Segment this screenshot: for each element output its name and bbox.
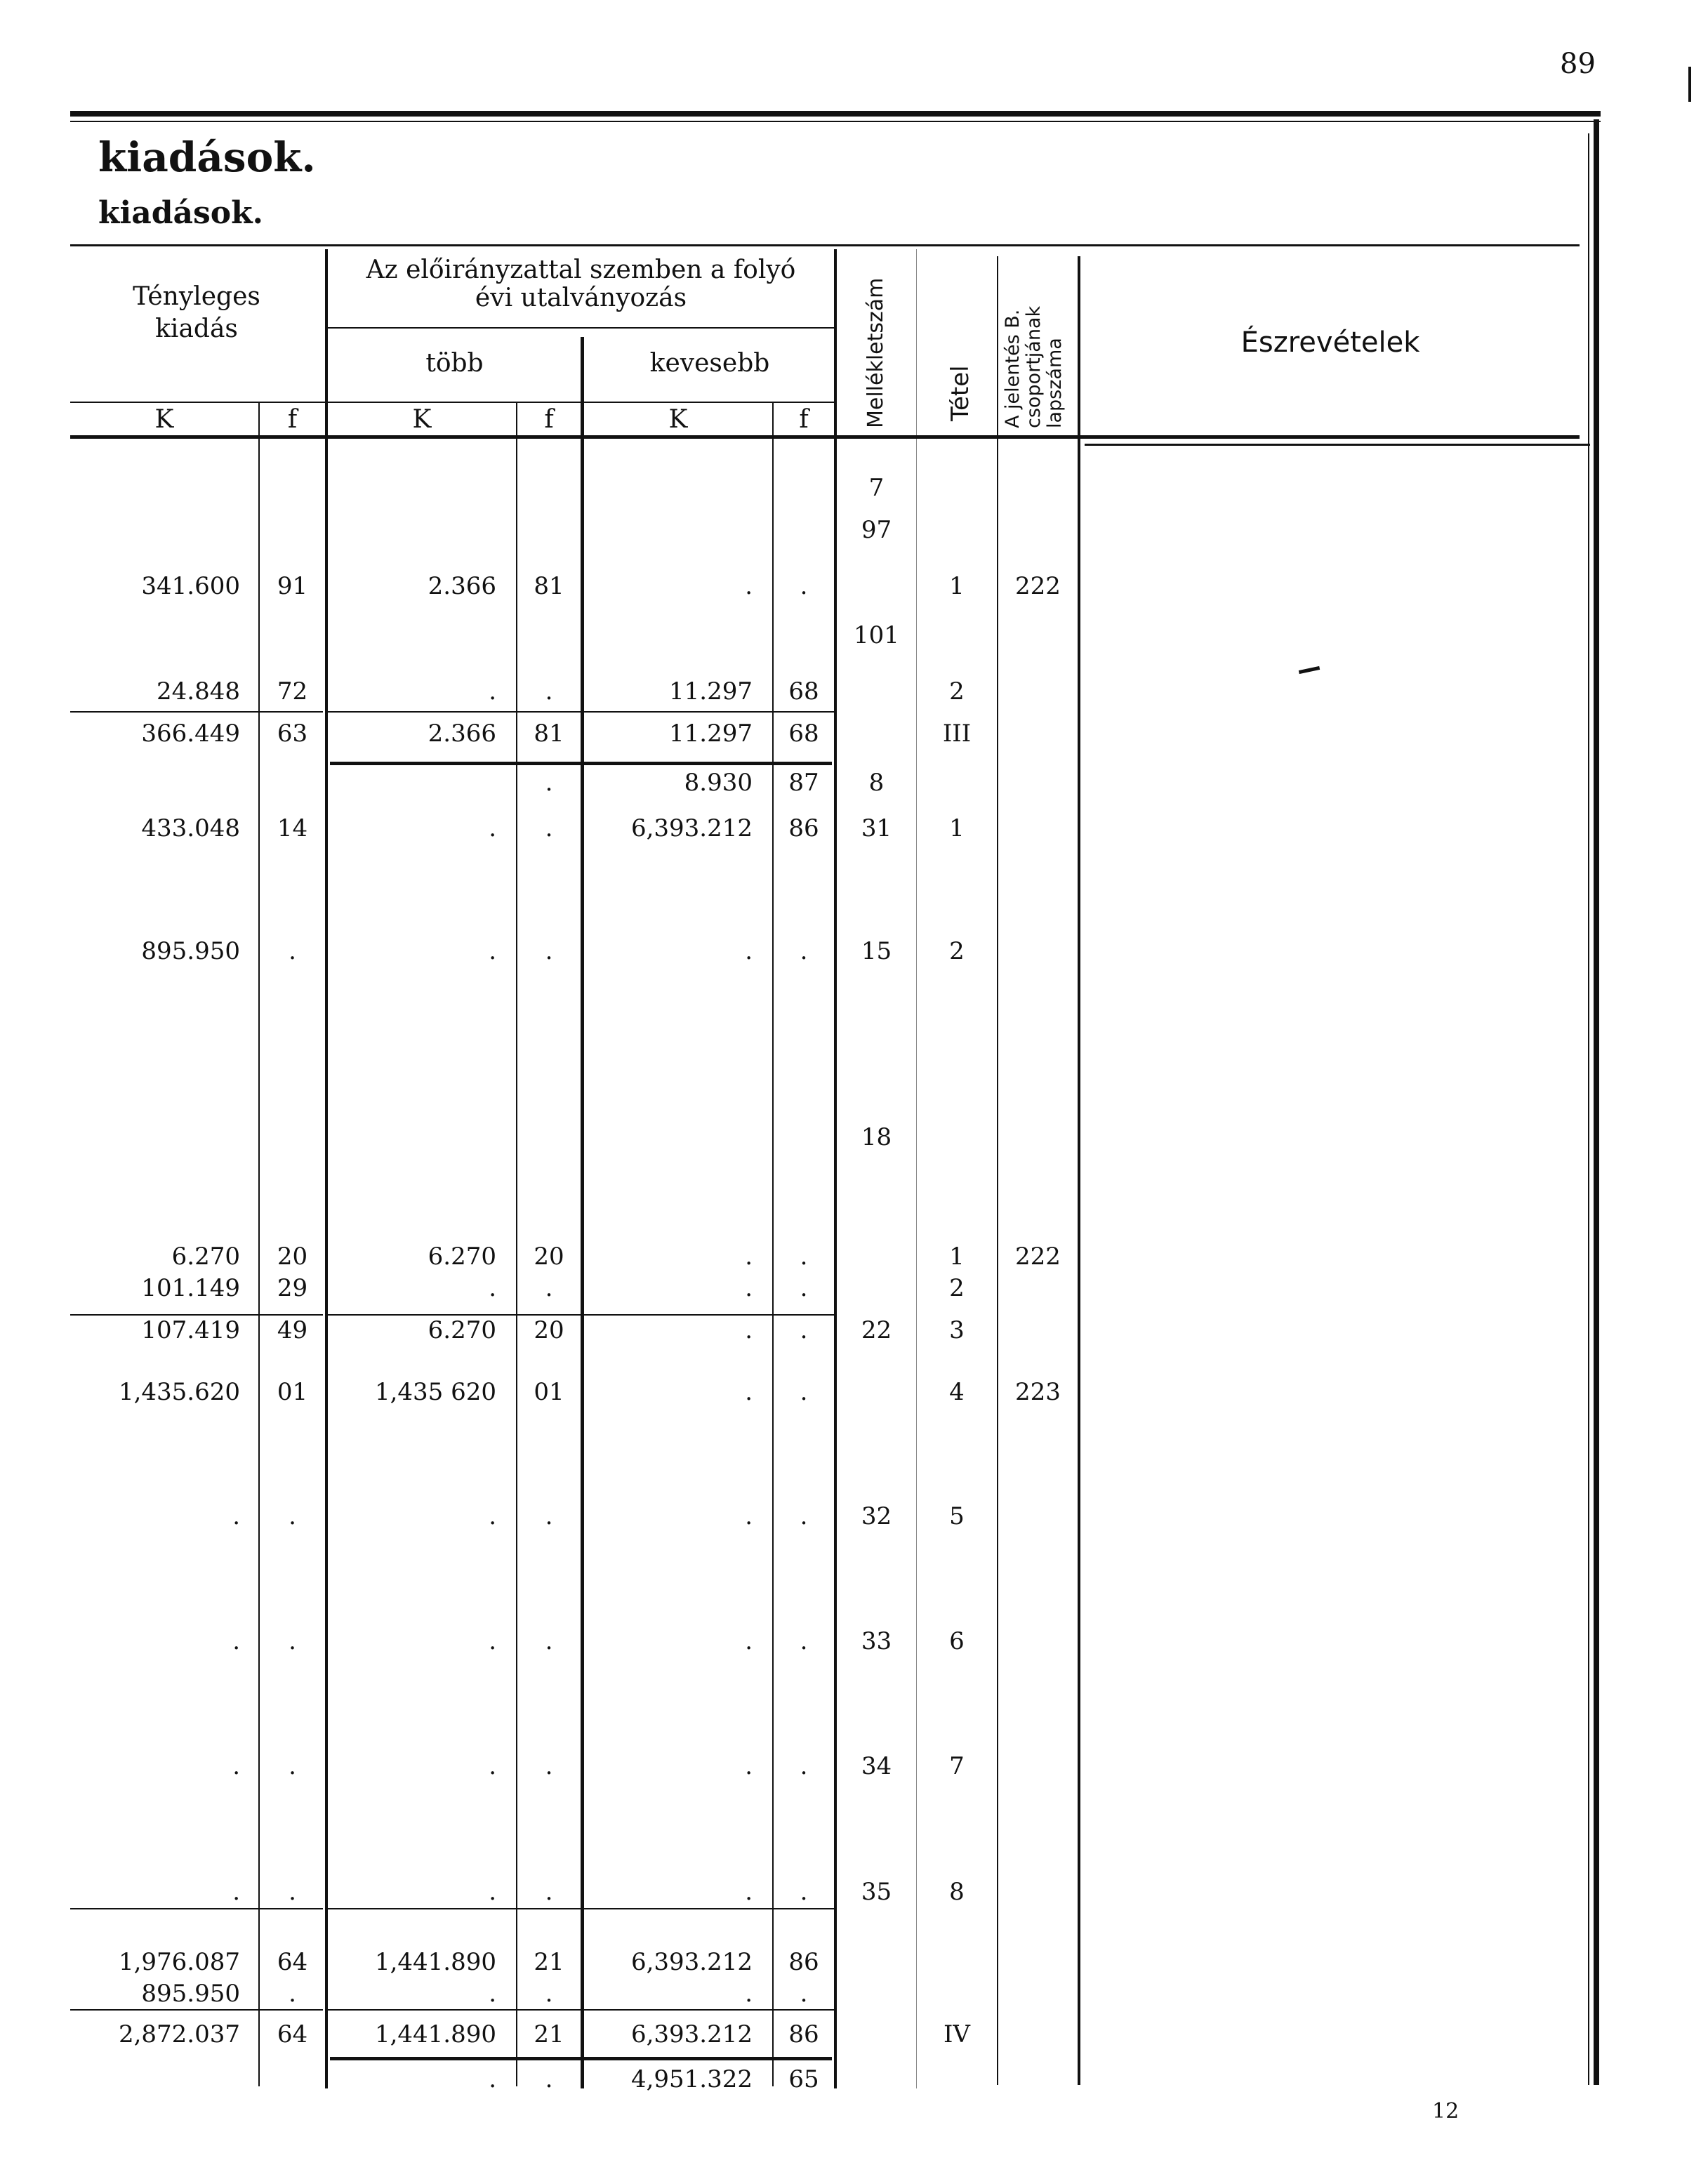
table-cell-tk: 1,435.620 <box>118 1378 240 1406</box>
table-cell-lf: . <box>800 1752 808 1780</box>
table-cell-app: 15 <box>861 937 892 965</box>
table-cell-mk: 2.366 <box>428 720 496 748</box>
table-cell-tk: 895.950 <box>141 1980 240 2008</box>
table-cell-lf: . <box>800 1502 808 1530</box>
header-compared: Az előirányzattal szemben a folyó évi utalványozás <box>366 256 796 312</box>
page-number: 89 <box>1560 48 1596 80</box>
table-cell-mf: . <box>545 1980 553 2008</box>
table-cell-lf: . <box>800 572 808 600</box>
table-cell-tf: . <box>289 1752 296 1780</box>
table-cell-app: 7 <box>868 474 885 502</box>
table-cell-lk: . <box>745 1316 753 1344</box>
header-k: K <box>412 405 432 434</box>
table-cell-tk: . <box>232 1627 240 1655</box>
table-cell-lf: 86 <box>788 1948 819 1976</box>
table-cell-lk: . <box>745 1752 753 1780</box>
table-cell-tk: 2,872.037 <box>118 2020 240 2048</box>
table-cell-tf: 72 <box>277 677 308 706</box>
header-remarks: Észrevételek <box>1240 326 1420 359</box>
table-cell-tf: . <box>289 1502 296 1530</box>
col-line <box>325 249 328 2088</box>
table-cell-lk: . <box>745 1878 753 1906</box>
table-cell-mf: 20 <box>534 1243 564 1271</box>
table-cell-lf: 87 <box>788 769 819 797</box>
table-cell-mf: . <box>545 1752 553 1780</box>
table-cell-item: 2 <box>949 937 965 965</box>
subtotal-rule <box>70 2009 323 2011</box>
table-cell-lk: 11.297 <box>669 720 753 748</box>
table-cell-mk: 1,441.890 <box>374 1948 496 1976</box>
right-border-thin <box>1588 133 1589 2085</box>
table-cell-mk: . <box>489 1752 496 1780</box>
subtotal-rule <box>70 1314 323 1316</box>
col-line <box>916 249 917 2088</box>
table-cell-tk: 366.449 <box>141 720 240 748</box>
table-cell-app: 97 <box>861 516 892 544</box>
table-cell-tk: . <box>232 1878 240 1906</box>
table-cell-mf: . <box>545 677 553 706</box>
table-cell-pg: 222 <box>1015 572 1061 600</box>
subtotal-rule <box>326 1314 835 1316</box>
page-title: kiadások. <box>98 133 316 181</box>
table-cell-tf: 14 <box>277 814 308 842</box>
table-cell-lf: 86 <box>788 2020 819 2048</box>
table-cell-tk: 107.419 <box>141 1316 240 1344</box>
table-cell-mf: 21 <box>534 1948 564 1976</box>
table-cell-tf: 20 <box>277 1243 308 1271</box>
table-cell-mk: . <box>489 1274 496 1302</box>
table-cell-item: 2 <box>949 677 965 706</box>
table-cell-tf: 49 <box>277 1316 308 1344</box>
table-cell-app: 22 <box>861 1316 892 1344</box>
top-rule-thin <box>70 121 1601 122</box>
table-cell-tf: . <box>289 1980 296 2008</box>
table-cell-mk: 6.270 <box>428 1316 496 1344</box>
header-f: f <box>287 405 298 434</box>
table-cell-lk: . <box>745 1502 753 1530</box>
subtotal-rule <box>326 711 835 713</box>
table-cell-tk: 341.600 <box>141 572 240 600</box>
table-cell-tk: 1,976.087 <box>118 1948 240 1976</box>
table-cell-pg: 223 <box>1015 1378 1061 1406</box>
table-cell-item: 3 <box>949 1316 965 1344</box>
sum-brace <box>330 2057 832 2060</box>
table-cell-tf: . <box>289 1878 296 1906</box>
table-cell-tf: 64 <box>277 1948 308 1976</box>
table-cell-mk: . <box>489 677 496 706</box>
table-cell-lf: . <box>800 937 808 965</box>
table-cell-mf: 81 <box>534 720 564 748</box>
header-less: kevesebb <box>649 349 770 378</box>
table-cell-lk: . <box>745 937 753 965</box>
table-cell-tf: 64 <box>277 2020 308 2048</box>
table-cell-mf: . <box>545 769 553 797</box>
col-line <box>997 256 998 2085</box>
table-cell-lk: 6,393.212 <box>630 1948 753 1976</box>
table-cell-mk: . <box>489 1627 496 1655</box>
table-cell-lk: 4,951.322 <box>630 2065 753 2093</box>
table-cell-lf: . <box>800 1243 808 1271</box>
table-cell-item: 8 <box>949 1878 965 1906</box>
header-f: f <box>544 405 554 434</box>
table-cell-tk: 24.848 <box>157 677 240 706</box>
table-cell-mf: . <box>545 1627 553 1655</box>
table-cell-lf: . <box>800 1980 808 2008</box>
header-report-page: A jelentés B. csoportjának lapszáma <box>1002 305 1066 428</box>
table-cell-item: IV <box>944 2020 970 2048</box>
sum-brace <box>330 762 832 765</box>
table-cell-tk: 895.950 <box>141 937 240 965</box>
table-cell-mk: . <box>489 937 496 965</box>
table-cell-item: 4 <box>949 1378 965 1406</box>
table-cell-pg: 222 <box>1015 1243 1061 1271</box>
header-f: f <box>799 405 809 434</box>
table-cell-lk: . <box>745 1378 753 1406</box>
table-cell-mf: . <box>545 2065 553 2093</box>
table-cell-lk: . <box>745 572 753 600</box>
table-cell-mf: 21 <box>534 2020 564 2048</box>
header-top-rule <box>70 244 1580 246</box>
subtotal-rule <box>326 2009 835 2011</box>
table-cell-tf: 91 <box>277 572 308 600</box>
table-cell-lf: . <box>800 1274 808 1302</box>
table-cell-tf: . <box>289 1627 296 1655</box>
table-cell-mf: . <box>545 1274 553 1302</box>
table-cell-item: 1 <box>949 572 965 600</box>
table-cell-lf: . <box>800 1627 808 1655</box>
table-cell-mk: 6.270 <box>428 1243 496 1271</box>
table-cell-lk: 6,393.212 <box>630 814 753 842</box>
table-cell-lk: . <box>745 1274 753 1302</box>
table-cell-app: 32 <box>861 1502 892 1530</box>
top-rule <box>70 111 1601 117</box>
table-cell-mk: . <box>489 2065 496 2093</box>
table-cell-lk: 8.930 <box>684 769 753 797</box>
table-cell-item: 7 <box>949 1752 965 1780</box>
header-more: több <box>425 349 484 378</box>
table-cell-app: 33 <box>861 1627 892 1655</box>
table-cell-lk: 11.297 <box>669 677 753 706</box>
header-k: K <box>668 405 688 434</box>
table-cell-mk: . <box>489 814 496 842</box>
table-cell-mf: . <box>545 814 553 842</box>
ink-mark <box>1299 666 1320 674</box>
header-item: Tétel <box>946 365 974 421</box>
right-border <box>1594 119 1599 2085</box>
table-cell-mf: 20 <box>534 1316 564 1344</box>
table-cell-app: 8 <box>868 769 885 797</box>
table-cell-tk: . <box>232 1502 240 1530</box>
table-cell-mk: . <box>489 1980 496 2008</box>
table-cell-mk: 1,435 620 <box>374 1378 496 1406</box>
header-appendix-no: Mellékletszám <box>863 277 888 428</box>
table-cell-app: 34 <box>861 1752 892 1780</box>
table-cell-tf: 01 <box>277 1378 308 1406</box>
table-cell-item: 6 <box>949 1627 965 1655</box>
subtotal-rule <box>70 711 323 713</box>
table-cell-mf: . <box>545 1502 553 1530</box>
table-cell-lf: 68 <box>788 720 819 748</box>
table-cell-mf: 81 <box>534 572 564 600</box>
subtotal-rule <box>326 1908 835 1909</box>
table-cell-mk: . <box>489 1878 496 1906</box>
table-cell-mk: . <box>489 1502 496 1530</box>
table-cell-lf: . <box>800 1378 808 1406</box>
table-cell-tk: 433.048 <box>141 814 240 842</box>
table-cell-item: 5 <box>949 1502 965 1530</box>
table-cell-tk: 101.149 <box>141 1274 240 1302</box>
table-cell-tf: 29 <box>277 1274 308 1302</box>
table-cell-lf: 65 <box>788 2065 819 2093</box>
table-cell-item: 1 <box>949 814 965 842</box>
compared-rule <box>326 327 835 329</box>
col-line <box>1078 256 1080 2085</box>
table-cell-lf: 86 <box>788 814 819 842</box>
table-cell-tk: . <box>232 1752 240 1780</box>
table-cell-item: 1 <box>949 1243 965 1271</box>
table-cell-mf: . <box>545 937 553 965</box>
table-cell-tf: . <box>289 937 296 965</box>
ink-mark <box>1688 67 1691 102</box>
table-cell-tk: 6.270 <box>171 1243 240 1271</box>
table-cell-lk: . <box>745 1980 753 2008</box>
table-cell-app: 35 <box>861 1878 892 1906</box>
table-cell-app: 101 <box>854 621 899 649</box>
table-cell-mf: 01 <box>534 1378 564 1406</box>
table-cell-mf: . <box>545 1878 553 1906</box>
table-cell-app: 18 <box>861 1123 892 1151</box>
table-cell-mk: 1,441.890 <box>374 2020 496 2048</box>
subtotal-rule <box>70 1908 323 1909</box>
table-cell-tf: 63 <box>277 720 308 748</box>
footer-mark: 12 <box>1432 2099 1459 2124</box>
table-cell-lf: . <box>800 1316 808 1344</box>
table-cell-lk: . <box>745 1243 753 1271</box>
table-cell-lf: . <box>800 1878 808 1906</box>
table-cell-lk: . <box>745 1627 753 1655</box>
kf-rule-left <box>70 402 326 403</box>
header-actual: Tényleges kiadás <box>133 282 260 343</box>
body-top-rule <box>1085 444 1590 446</box>
table-cell-app: 31 <box>861 814 892 842</box>
page-subtitle: kiadások. <box>98 195 263 231</box>
table-cell-item: III <box>942 720 972 748</box>
table-cell-item: 2 <box>949 1274 965 1302</box>
header-k: K <box>154 405 174 434</box>
table-cell-lf: 68 <box>788 677 819 706</box>
table-cell-lk: 6,393.212 <box>630 2020 753 2048</box>
table-cell-mk: 2.366 <box>428 572 496 600</box>
